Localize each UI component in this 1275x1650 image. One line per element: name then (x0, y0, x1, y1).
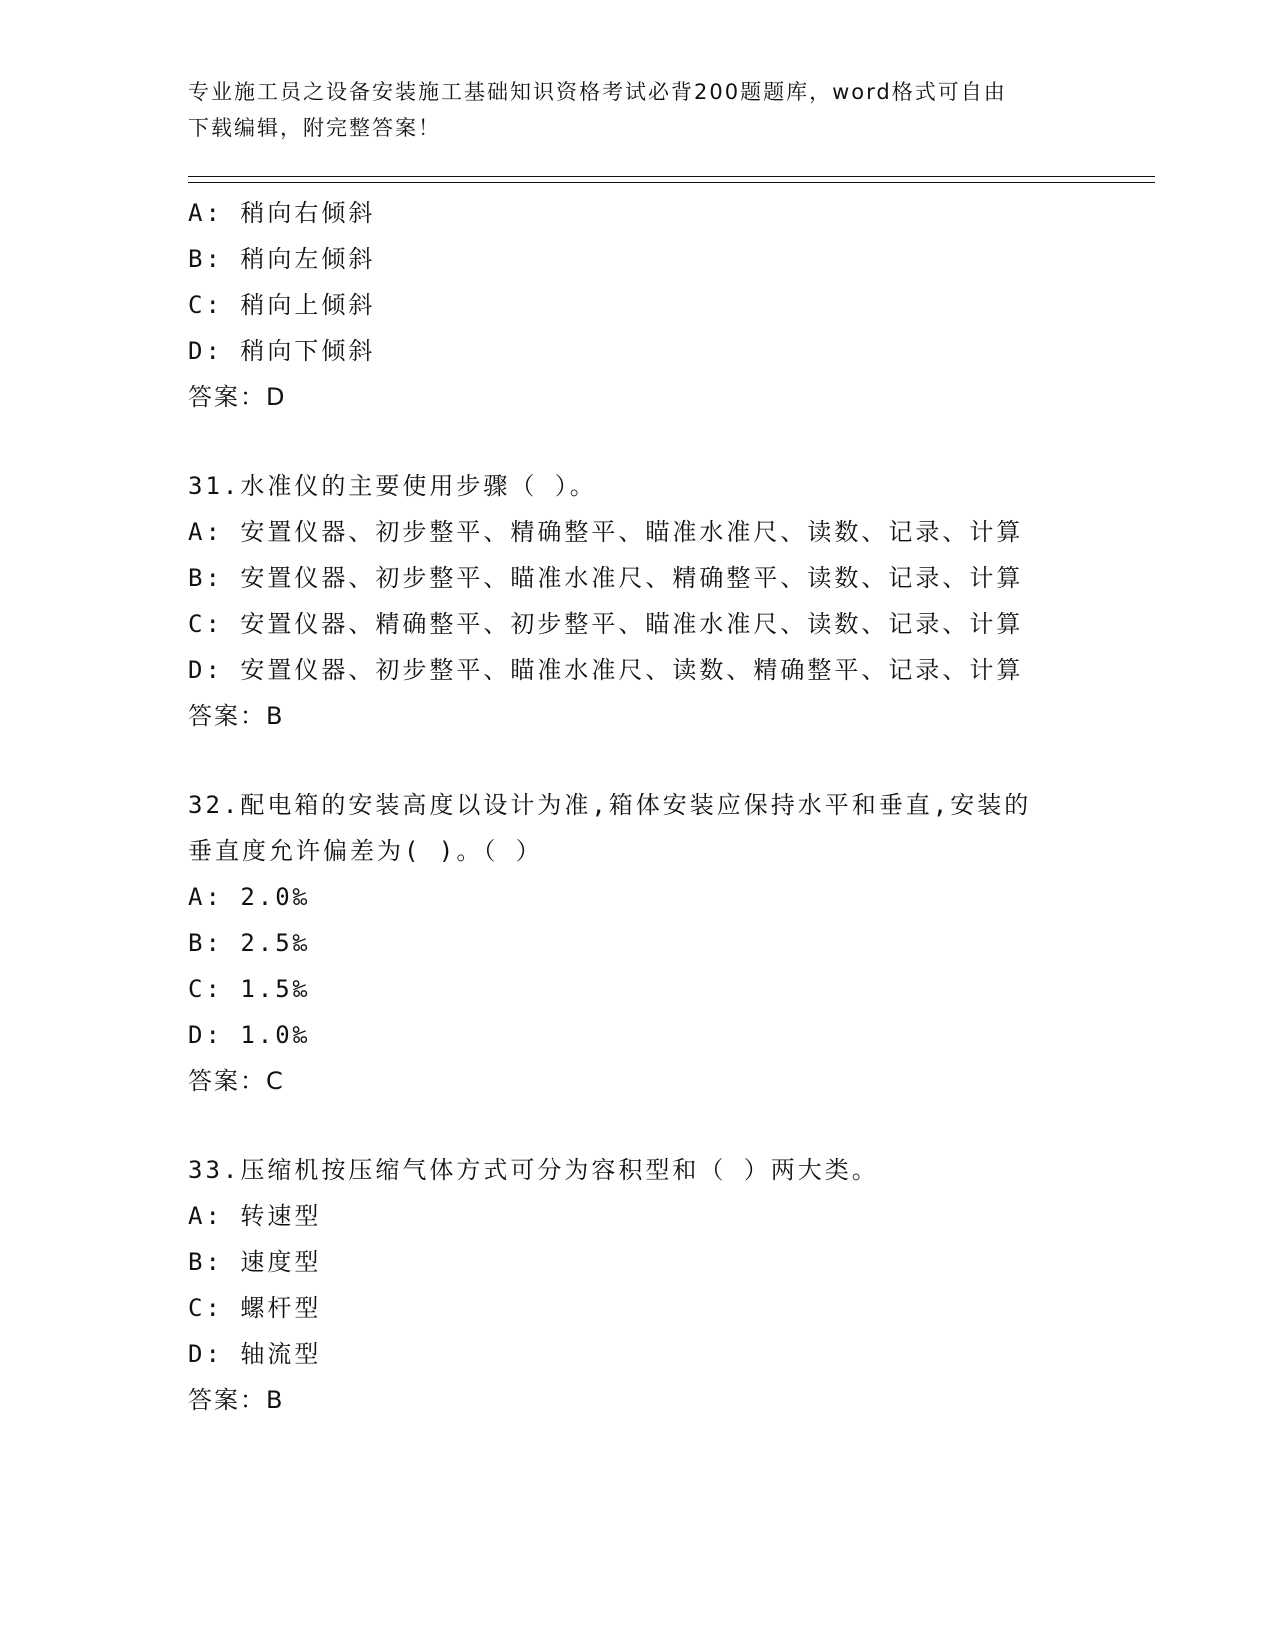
question-list (188, 190, 1148, 1423)
spacer (188, 739, 1148, 782)
option-d: D: 稍向下倾斜 (188, 337, 376, 365)
option-b: B: 速度型 (188, 1248, 322, 1276)
option-b: B: 稍向左倾斜 (188, 245, 376, 273)
question-block-32 (188, 782, 1148, 1104)
document-header (188, 74, 1068, 146)
answer-line: 答案：B (188, 702, 285, 730)
option-a: A: 转速型 (188, 1202, 322, 1230)
option-c: C: 安置仪器、精确整平、初步整平、瞄准水准尺、读数、记录、计算 (188, 610, 1024, 638)
option-c: C: 1.5‰ (188, 975, 311, 1003)
question-stem: 31.水准仪的主要使用步骤（ ）。 (188, 472, 597, 500)
answer-line: 答案：B (188, 1386, 285, 1414)
option-a: A: 稍向右倾斜 (188, 199, 376, 227)
option-c: C: 稍向上倾斜 (188, 291, 376, 319)
header-line-2: 下载编辑，附完整答案！ (188, 116, 441, 140)
spacer (188, 1104, 1148, 1147)
option-c: C: 螺杆型 (188, 1294, 322, 1322)
header-line-1: 专业施工员之设备安装施工基础知识资格考试必背200题题库，word格式可自由 (188, 80, 1007, 104)
option-b: B: 安置仪器、初步整平、瞄准水准尺、精确整平、读数、记录、计算 (188, 564, 1024, 592)
option-a: A: 2.0‰ (188, 883, 311, 911)
option-d: D: 安置仪器、初步整平、瞄准水准尺、读数、精确整平、记录、计算 (188, 656, 1024, 684)
question-stem: 33.压缩机按压缩气体方式可分为容积型和（ ）两大类。 (188, 1156, 879, 1184)
option-a: A: 安置仪器、初步整平、精确整平、瞄准水准尺、读数、记录、计算 (188, 518, 1024, 546)
header-rule-bottom (188, 182, 1155, 183)
spacer (188, 420, 1148, 463)
question-block-33 (188, 1147, 1148, 1423)
option-d: D: 轴流型 (188, 1340, 322, 1368)
answer-line: 答案：C (188, 1067, 285, 1095)
header-rule-top (188, 176, 1155, 177)
question-block-31 (188, 463, 1148, 739)
answer-line: 答案：D (188, 383, 287, 411)
question-block-prev (188, 190, 1148, 420)
question-stem-line-2: 垂直度允许偏差为( )。（ ） (188, 837, 543, 865)
option-d: D: 1.0‰ (188, 1021, 311, 1049)
option-b: B: 2.5‰ (188, 929, 311, 957)
question-stem-line-1: 32.配电箱的安装高度以设计为准,箱体安装应保持水平和垂直,安装的 (188, 791, 1032, 819)
